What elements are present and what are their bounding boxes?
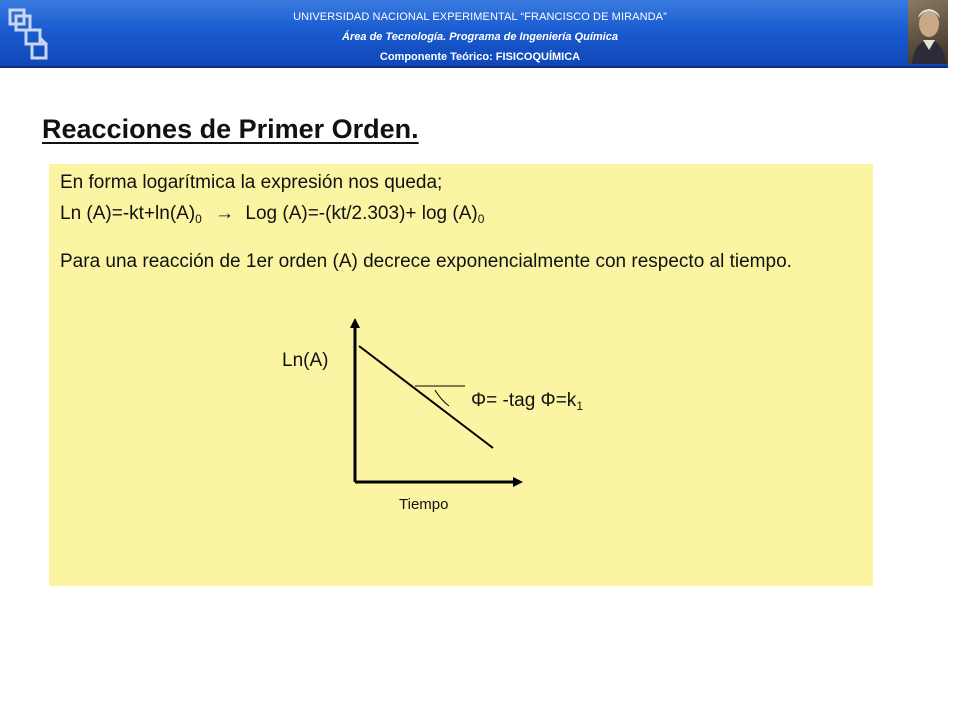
slope-subscript: 1	[576, 399, 583, 413]
intro-line: En forma logarítmica la expresión nos queda;	[60, 172, 443, 193]
slide-title: Reacciones de Primer Orden.	[42, 114, 419, 144]
header-banner	[0, 0, 948, 68]
slope-label	[471, 390, 583, 412]
ln-equation-subscript: 0	[195, 212, 202, 226]
header-edge	[948, 0, 960, 68]
slope-text: Φ= -tag Φ=k	[471, 390, 577, 411]
ln-equation: Ln (A)=-kt+ln(A)	[60, 203, 196, 224]
portrait-image	[908, 0, 948, 64]
university-name: UNIVERSIDAD NACIONAL EXPERIMENTAL “FRANCISCO DE MIRANDA”	[293, 11, 667, 23]
course-component: Componente Teórico: FISICOQUÍMICA	[379, 51, 581, 63]
content-panel	[49, 164, 873, 586]
angle-arc	[435, 390, 449, 406]
log-equation-subscript: 0	[477, 212, 485, 226]
log-equation: Log (A)=-(kt/2.303)+ log (A)	[245, 203, 478, 224]
arrow-icon: →	[215, 203, 235, 224]
program-name: Área de Tecnología. Programa de Ingeniería Química	[342, 31, 618, 43]
y-axis-label: Ln(A)	[282, 350, 329, 371]
explanation-paragraph: Para una reacción de 1er orden (A) decrece exponencialmente con respecto al tiempo.	[60, 251, 792, 272]
ln-a-vs-time-graph	[49, 164, 873, 586]
x-axis-label: Tiempo	[399, 496, 449, 513]
